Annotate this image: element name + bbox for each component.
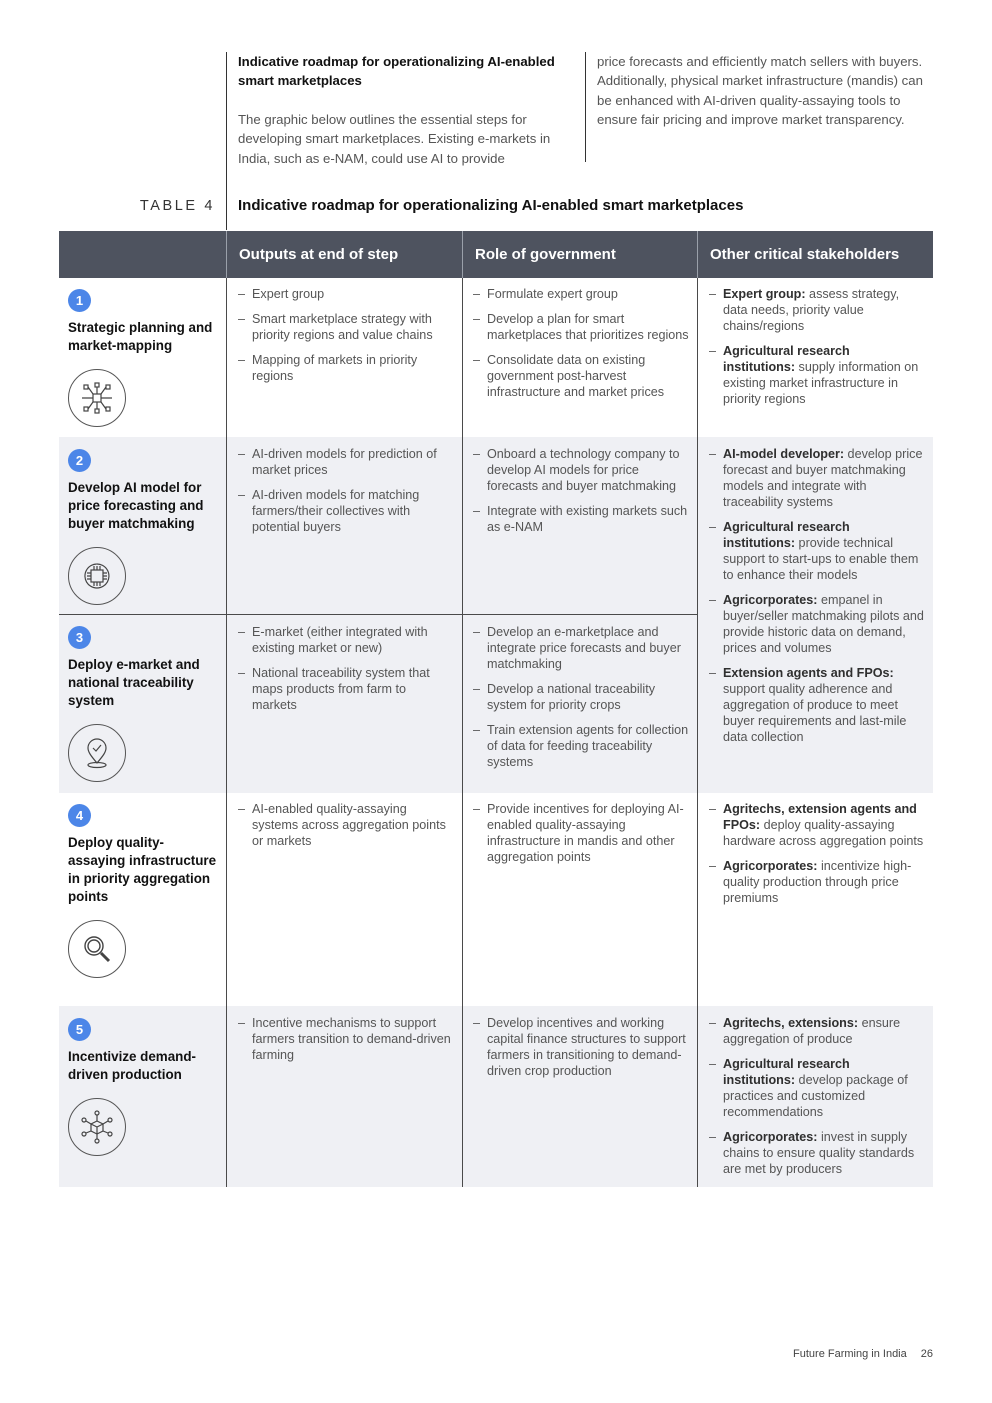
step-number-badge: 5 <box>68 1018 91 1041</box>
list-item: – Train extension agents for collection of data for feeding traceability systems <box>473 722 689 770</box>
step-title: Deploy quality-assaying infrastructure in priority aggregation points <box>68 835 217 904</box>
list-item <box>709 343 925 407</box>
stakeholders-step-1 <box>709 286 925 416</box>
intro-title: Indicative roadmap for operationalizing AI-enabled smart marketplaces <box>238 54 555 89</box>
column-divider-2 <box>462 278 463 1187</box>
list-item <box>709 858 925 906</box>
stakeholder-name: Agricultural research institutions: <box>723 344 850 374</box>
header-outputs: Outputs at end of step <box>226 231 462 278</box>
stakeholder-name: Expert group: <box>723 287 806 301</box>
step-number-badge: 1 <box>68 289 91 312</box>
stakeholder-role: incentivize high-quality production through price premiums <box>723 859 912 905</box>
stakeholder-name: Extension agents and FPOs: <box>723 666 894 680</box>
stakeholders-step-2-3 <box>709 446 925 754</box>
list-item: – Formulate expert group <box>473 286 689 302</box>
list-item <box>709 1015 925 1047</box>
list-item: – Develop an e-marketplace and integrate price forecasts and buyer matchmaking <box>473 624 689 672</box>
stakeholder-role: assess strategy, data needs, priority value chains/regions <box>723 287 900 333</box>
government-step-1 <box>473 286 689 409</box>
step-number-badge: 2 <box>68 449 91 472</box>
outputs-step-5 <box>238 1015 452 1072</box>
page-footer <box>793 1348 933 1360</box>
stakeholder-role: develop package of practices and customized recommendations <box>723 1073 908 1119</box>
step-3 <box>68 626 220 782</box>
list-item: – Mapping of markets in priority regions <box>238 352 452 384</box>
outputs-step-3 <box>238 624 452 722</box>
list-item: – E-market (either integrated with existing market or new) <box>238 624 452 656</box>
list-item: – AI-enabled quality-assaying systems across aggregation points or markets <box>238 801 452 849</box>
government-step-3 <box>473 624 689 779</box>
column-divider-3 <box>697 278 698 1187</box>
step-number-badge: 4 <box>68 804 91 827</box>
magnifier-icon <box>68 920 126 978</box>
table-header <box>59 231 933 278</box>
intro-divider-left <box>226 52 227 230</box>
publication-title: Future Farming in India <box>793 1348 907 1360</box>
list-item: – Integrate with existing markets such as e-NAM <box>473 503 689 535</box>
stakeholder-role: invest in supply chains to ensure quality standards are met by producers <box>723 1130 915 1176</box>
row-divider-2-3 <box>59 614 698 615</box>
stakeholder-name: Agricorporates: <box>723 859 818 873</box>
list-item: – AI-driven models for matching farmers/their collectives with potential buyers <box>238 487 452 535</box>
list-item: – Develop a plan for smart marketplaces that prioritizes regions <box>473 311 689 343</box>
list-item <box>709 665 925 745</box>
stakeholder-name: Agricultural research institutions: <box>723 1057 850 1087</box>
list-item: – Smart marketplace strategy with priority regions and value chains <box>238 311 452 343</box>
list-item: – Develop a national traceability system for priority crops <box>473 681 689 713</box>
cube-network-icon <box>68 1098 126 1156</box>
list-item: – Incentive mechanisms to support farmers transition to demand-driven farming <box>238 1015 452 1063</box>
stakeholder-role: develop price forecast and buyer matchmaking models and integrate with traceability systems <box>723 447 923 509</box>
page-number: 26 <box>920 1348 933 1360</box>
list-item: – Onboard a technology company to develop AI models for price forecasts and buyer matchmaking <box>473 446 689 494</box>
stakeholder-name: AI-model developer: <box>723 447 845 461</box>
government-step-2 <box>473 446 689 544</box>
stakeholder-name: Agricorporates: <box>723 1130 818 1144</box>
intro-divider-right <box>585 52 586 162</box>
stakeholders-step-5 <box>709 1015 925 1186</box>
column-divider-1 <box>226 278 227 1187</box>
stakeholder-role: empanel in buyer/seller matchmaking pilots and provide historic data on demand, prices and volumes <box>723 593 924 655</box>
step-number-badge: 3 <box>68 626 91 649</box>
list-item: – Expert group <box>238 286 452 302</box>
step-title: Incentivize demand-driven production <box>68 1049 196 1082</box>
list-item <box>709 1056 925 1120</box>
intro-text-right: price forecasts and efficiently match sellers with buyers. Additionally, physical market infrastructure (mandis) can be enhanced with AI-driven quality-assaying tools to ensure fair pricing and improve market transparency. <box>597 54 923 128</box>
header-stakeholders: Other critical stakeholders <box>697 231 933 278</box>
outputs-step-1 <box>238 286 452 393</box>
stakeholder-name: Agritechs, extensions: <box>723 1016 859 1030</box>
list-item: – Develop incentives and working capital finance structures to support farmers in transitioning to demand-driven crop production <box>473 1015 689 1079</box>
list-item: – Consolidate data on existing government post-harvest infrastructure and market prices <box>473 352 689 400</box>
list-item <box>709 592 925 656</box>
stakeholders-step-4 <box>709 801 925 915</box>
stakeholder-role: provide technical support to start-ups to enable them to enhance their models <box>723 536 919 582</box>
step-title: Develop AI model for price forecasting and buyer matchmaking <box>68 480 204 531</box>
list-item: – Provide incentives for deploying AI-enabled quality-assaying infrastructure in mandis and other aggregation points <box>473 801 689 865</box>
header-government: Role of government <box>462 231 697 278</box>
intro-text-left: The graphic below outlines the essential steps for developing smart marketplaces. Existing e-markets in India, such as e-NAM, could use AI to provide <box>238 111 551 166</box>
location-pin-icon <box>68 724 126 782</box>
step-5 <box>68 1018 220 1156</box>
table-label: TABLE 4 <box>139 198 215 214</box>
outputs-step-4 <box>238 801 452 858</box>
step-2 <box>68 449 220 605</box>
stakeholder-role: ensure aggregation of produce <box>723 1016 901 1046</box>
list-item: – AI-driven models for prediction of market prices <box>238 446 452 478</box>
stakeholder-role: supply information on existing market infrastructure in priority regions <box>723 360 919 406</box>
stakeholder-name: Agritechs, extension agents and FPOs: <box>723 802 917 832</box>
intro-left-column <box>238 52 574 168</box>
list-item <box>709 519 925 583</box>
list-item <box>709 1129 925 1177</box>
government-step-5 <box>473 1015 689 1088</box>
outputs-step-2 <box>238 446 452 544</box>
step-title: Strategic planning and market-mapping <box>68 320 213 353</box>
list-item <box>709 286 925 334</box>
table-title: Indicative roadmap for operationalizing AI-enabled smart marketplaces <box>238 197 744 214</box>
stakeholder-role: support quality adherence and aggregation of produce to meet buyer requirements and last-mile data collection <box>723 682 907 744</box>
step-4 <box>68 804 220 978</box>
stakeholder-role: deploy quality-assaying hardware across aggregation points <box>723 818 924 848</box>
list-item <box>709 446 925 510</box>
step-title: Deploy e-market and national traceability system <box>68 657 200 708</box>
list-item <box>709 801 925 849</box>
stakeholder-name: Agricultural research institutions: <box>723 520 850 550</box>
list-item: – National traceability system that maps products from farm to markets <box>238 665 452 713</box>
stakeholder-name: Agricorporates: <box>723 593 818 607</box>
ai-chip-icon <box>68 547 126 605</box>
step-1 <box>68 289 220 427</box>
network-icon <box>68 369 126 427</box>
government-step-4 <box>473 801 689 874</box>
